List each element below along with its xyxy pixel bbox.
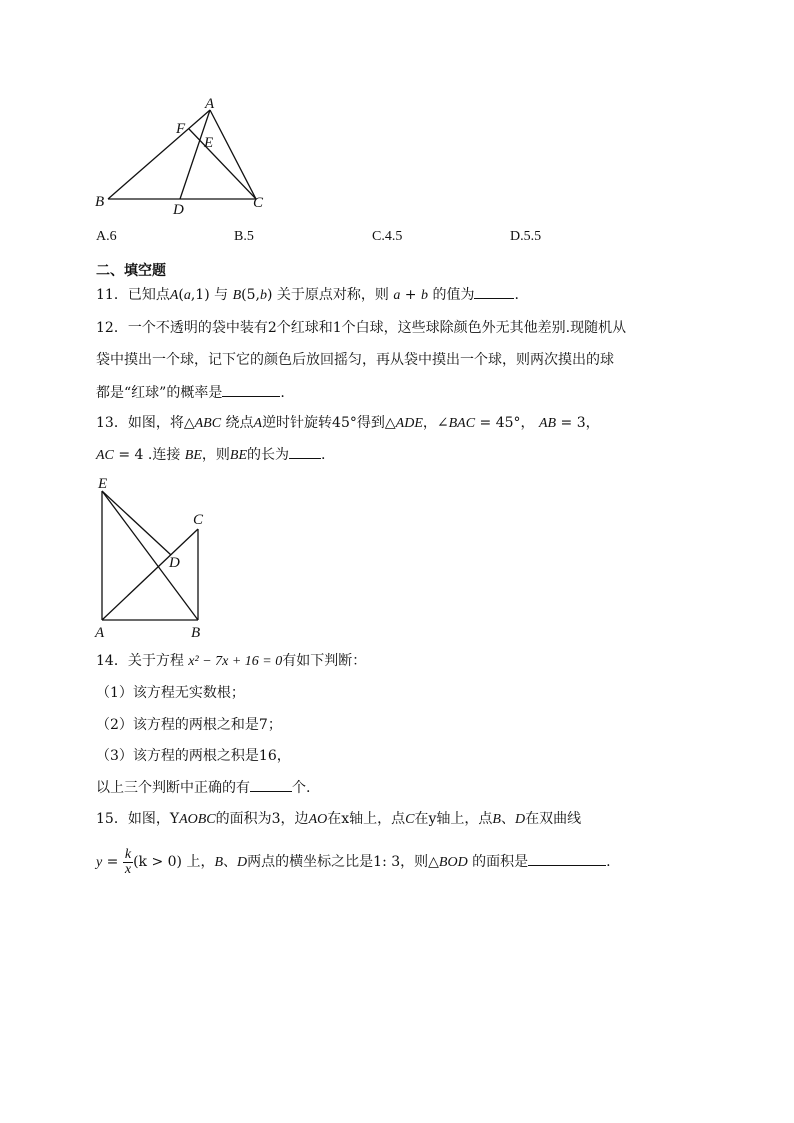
question-13-line-1: 13．如图，将△ABC 绕点A逆时针旋转45°得到△ADE，∠BAC = 45°， AB = 3， xyxy=(96,415,600,431)
label-A-2: A xyxy=(95,625,105,641)
question-13-line-2: AC = 4 .连接 BE，则BE的长为 . xyxy=(96,444,325,466)
label-D-2: D xyxy=(169,555,180,571)
question-15-line-2: y = $\frac{k}{x}$ (k > 0) 上，B、D两点的横坐标之比是1: 3，则△BOD 的面积是 . xyxy=(96,846,611,877)
label-E-2: E xyxy=(98,476,108,492)
question-14-item-3: （3）该方程的两根之积是16， xyxy=(96,748,291,764)
label-C-2: C xyxy=(193,512,204,528)
option-b: B.5 xyxy=(234,229,254,244)
label-A: A xyxy=(205,96,215,112)
question-11: 11．已知点A(a,1) 与 B(5,b) 关于原点对称，则 a + b 的值为 . xyxy=(96,284,519,306)
question-12-line-3: 都是“红球”的概率是 . xyxy=(96,382,285,403)
label-E: E xyxy=(204,135,214,151)
section-title: 二、填空题 xyxy=(96,263,166,279)
option-d: D.5.5 xyxy=(510,229,542,244)
question-12-line-2: 袋中摸出一个球，记下它的颜色后放回摇匀，再从袋中摸出一个球，则两次摸出的球 xyxy=(96,352,614,368)
question-14: 14．关于方程 x² − 7x + 16 = 0有如下判断： xyxy=(96,653,367,669)
question-12-line-1: 12．一个不透明的袋中装有2个红球和1个白球，这些球除颜色外无其他差别.现随机从 xyxy=(96,320,627,336)
label-F: F xyxy=(176,121,186,137)
label-C: C xyxy=(253,195,264,211)
question-14-item-1: （1）该方程无实数根； xyxy=(96,685,245,701)
option-a: A.6 xyxy=(96,229,117,244)
label-B: B xyxy=(95,194,105,210)
question-14-item-2: （2）该方程的两根之和是7； xyxy=(96,717,282,733)
fraction-k-over-x: $\frac{k}{x}$ xyxy=(124,846,132,877)
question-14-conclusion: 以上三个判断中正确的有 个. xyxy=(96,777,310,798)
label-D: D xyxy=(173,202,184,218)
label-B-2: B xyxy=(191,625,201,641)
option-c: C.4.5 xyxy=(372,229,403,244)
question-15-line-1: 15．如图，YAOBC的面积为3，边AO在x轴上，点C在y轴上，点B、D在双曲线 xyxy=(96,811,582,827)
